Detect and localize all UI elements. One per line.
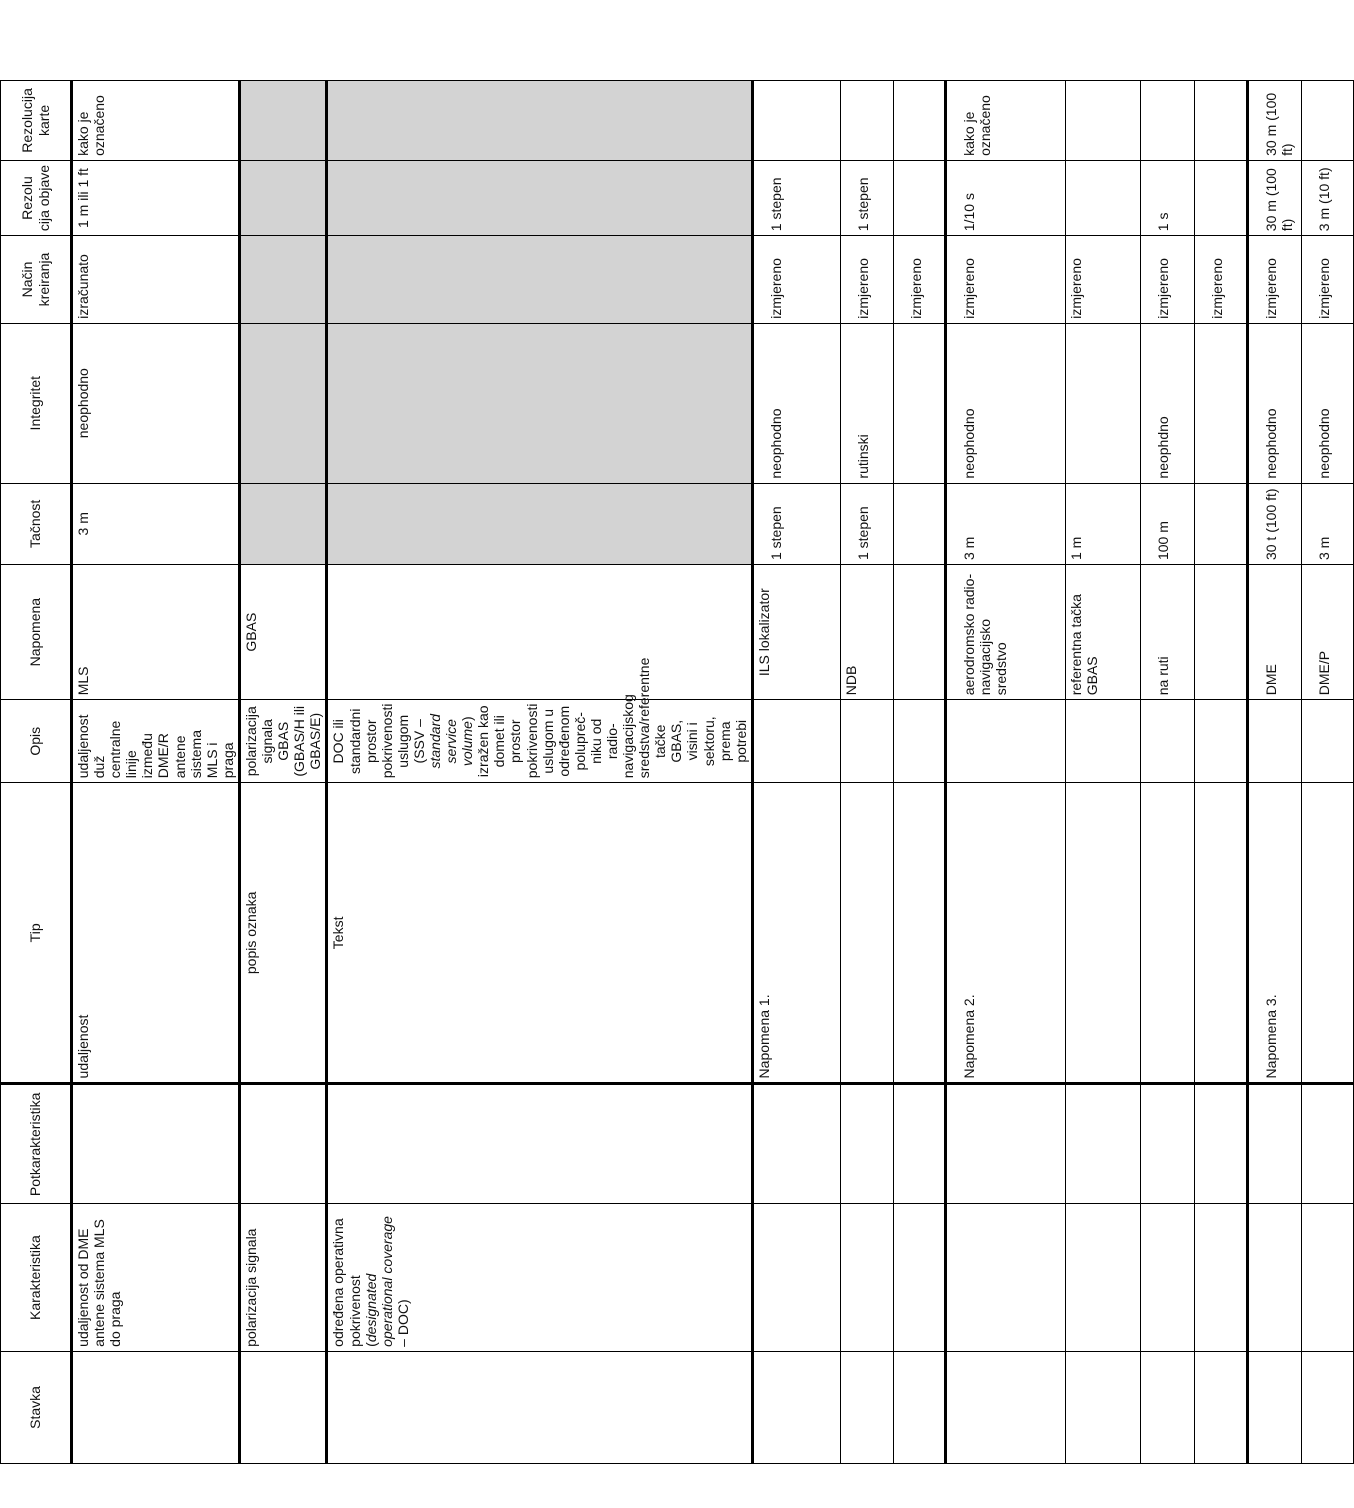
header-napomena: Napomena (1, 565, 72, 700)
cell-potkarakteristika (840, 1084, 893, 1204)
cell-integritet (239, 323, 326, 483)
cell-rez-objave: 1/10 s (945, 160, 1065, 235)
cell-napomena: DME/P (1301, 565, 1353, 700)
cell-potkarakteristika (1194, 1084, 1247, 1204)
cell-integritet: rutinski (840, 323, 893, 483)
cell-integritet: neophodno (1247, 323, 1301, 483)
cell-stavka (1065, 1351, 1140, 1463)
table-row (1247, 1, 1301, 1464)
cell-stavka (1247, 1351, 1301, 1463)
cell-karakteristika (1247, 1204, 1301, 1352)
cell-text-part: određena operativna pokrivenost ( (330, 1218, 379, 1347)
table-row (1194, 1, 1247, 1464)
cell-tip: popis oznaka (239, 783, 326, 1084)
cell-potkarakteristika (72, 1084, 240, 1204)
cell-napomena: GBAS (239, 565, 326, 700)
cell-rez-objave: 30 m (100 ft) (1247, 160, 1301, 235)
cell-tip (1065, 783, 1140, 1084)
cell-opis (752, 700, 840, 783)
cell-opis: polarizacija signala GBAS (GBAS/H ili GBAS/E) (239, 700, 326, 783)
cell-tip: Napomena 1. (752, 783, 840, 1084)
cell-tacnost: 1 stepen (752, 483, 840, 564)
cell-karakteristika: udaljenost od DME antene sistema MLS do praga (72, 1204, 240, 1352)
cell-tacnost: 3 m (945, 483, 1065, 564)
cell-potkarakteristika (752, 1084, 840, 1204)
cell-rez-karte (239, 80, 326, 160)
cell-text-italic: standard service volume (426, 714, 476, 769)
header-rez-objave: Rezolu cija objave (1, 160, 72, 235)
cell-opis (1140, 700, 1194, 783)
cell-tacnost: 1 m (1065, 483, 1140, 564)
cell-karakteristika (1140, 1204, 1194, 1352)
table-header-row (1, 1, 72, 1464)
cell-opis (1301, 700, 1353, 783)
cell-nacin (327, 236, 752, 324)
cell-nacin (239, 236, 326, 324)
header-stavka: Stavka (1, 1351, 72, 1463)
cell-napomena: aerodromsko radio-navigacijsko sredstvo (945, 565, 1065, 700)
cell-opis (327, 657, 752, 783)
cell-napomena: ILS lokalizator (752, 565, 840, 700)
cell-tip (1194, 783, 1247, 1084)
table-row (893, 1, 945, 1464)
header-karakteristika: Karakteristika (1, 1204, 72, 1352)
cell-nacin: izmjereno (1140, 236, 1194, 324)
cell-nacin: izmjereno (1247, 236, 1301, 324)
cell-opis (893, 700, 945, 783)
cell-rez-karte (1301, 80, 1353, 160)
header-rez-karte: Rezolucija karte (1, 80, 72, 160)
cell-opis (1065, 700, 1140, 783)
cell-rez-objave: 1 s (1140, 160, 1194, 235)
cell-nacin: izračunato (72, 236, 240, 324)
header-potkarakteristika: Potkarakteristika (1, 1084, 72, 1204)
cell-nacin: izmjereno (840, 236, 893, 324)
cell-stavka (1301, 1351, 1353, 1463)
cell-tacnost: 100 m (1140, 483, 1194, 564)
table-row (1301, 1, 1353, 1464)
header-opis: Opis (1, 700, 72, 783)
cell-tacnost (1194, 483, 1247, 564)
cell-karakteristika (893, 1204, 945, 1352)
cell-tacnost (327, 483, 752, 564)
cell-integritet (893, 323, 945, 483)
cell-integritet (1194, 323, 1247, 483)
cell-opis (1247, 700, 1301, 783)
cell-nacin: izmjereno (752, 236, 840, 324)
cell-karakteristika: polarizacija signala (239, 1204, 326, 1352)
cell-potkarakteristika (1301, 1084, 1353, 1204)
cell-integritet: neophodno (1301, 323, 1353, 483)
cell-rez-objave: 1 stepen (752, 160, 840, 235)
cell-stavka (1140, 1351, 1194, 1463)
cell-potkarakteristika (1247, 1084, 1301, 1204)
cell-tip: Napomena 2. (945, 783, 1065, 1084)
table-row (72, 1, 240, 1464)
cell-rez-objave: 1 m ili 1 ft (72, 160, 240, 235)
cell-nacin: izmjereno (945, 236, 1065, 324)
cell-rez-karte (893, 80, 945, 160)
cell-stavka (72, 1351, 240, 1463)
cell-stavka (945, 1351, 1065, 1463)
cell-tacnost: 3 m (72, 483, 240, 564)
cell-integritet (327, 323, 752, 483)
cell-tacnost (893, 483, 945, 564)
cell-rez-karte (1140, 80, 1194, 160)
cell-napomena (1194, 565, 1247, 700)
cell-nacin: izmjereno (1065, 236, 1140, 324)
cell-tip (1301, 783, 1353, 1084)
cell-stavka (1194, 1351, 1247, 1463)
cell-napomena: MLS (72, 565, 240, 700)
cell-nacin: izmjereno (893, 236, 945, 324)
cell-potkarakteristika (1065, 1084, 1140, 1204)
header-nacin: Način kreiranja (1, 236, 72, 324)
cell-tacnost: 3 m (1301, 483, 1353, 564)
cell-karakteristika (840, 1204, 893, 1352)
cell-nacin: izmjereno (1194, 236, 1247, 324)
cell-karakteristika (752, 1204, 840, 1352)
cell-potkarakteristika (327, 1084, 752, 1204)
cell-rez-karte (752, 80, 840, 160)
cell-stavka (893, 1351, 945, 1463)
cell-tacnost: 1 stepen (840, 483, 893, 564)
cell-opis: udaljenost duž centralne linije između DME/R antene sistema MLS i praga (72, 700, 240, 783)
table-row (1065, 1, 1140, 1464)
cell-rez-karte (1194, 80, 1247, 160)
cell-opis (1194, 700, 1247, 783)
cell-rez-karte: kako je označeno (945, 80, 1065, 160)
table-row (840, 1, 893, 1464)
cell-text-part: – DOC) (394, 1299, 411, 1347)
cell-integritet: neophodno (752, 323, 840, 483)
cell-karakteristika (945, 1204, 1065, 1352)
table-row (945, 1, 1065, 1464)
cell-integritet: neophdno (1140, 323, 1194, 483)
cell-napomena (893, 565, 945, 700)
cell-tip: udaljenost (72, 783, 240, 1084)
header-integritet: Integritet (1, 323, 72, 483)
cell-tip (840, 783, 893, 1084)
cell-rez-objave (1065, 160, 1140, 235)
table-row (752, 1, 840, 1464)
header-tacnost: Tačnost (1, 483, 72, 564)
cell-potkarakteristika (239, 1084, 326, 1204)
cell-stavka (752, 1351, 840, 1463)
cell-napomena: NDB (840, 565, 893, 700)
cell-rez-karte: kako je označeno (72, 80, 240, 160)
cell-opis (945, 700, 1065, 783)
cell-rez-objave: 1 stepen (840, 160, 893, 235)
cell-stavka (840, 1351, 893, 1463)
cell-opis (840, 700, 893, 783)
cell-potkarakteristika (1140, 1084, 1194, 1204)
cell-tip (1140, 783, 1194, 1084)
cell-integritet (1065, 323, 1140, 483)
cell-tip: Napomena 3. (1247, 783, 1301, 1084)
cell-napomena: DME (1247, 565, 1301, 700)
cell-text-part: DOC ili standardni prostor pokrivenosti uslugom (SSV – (330, 703, 427, 779)
cell-potkarakteristika (945, 1084, 1065, 1204)
cell-potkarakteristika (893, 1084, 945, 1204)
cell-rez-karte (327, 80, 752, 160)
cell-napomena: referentna tačka GBAS (1065, 565, 1140, 700)
cell-integritet: neophodno (945, 323, 1065, 483)
cell-text-italic: designated operational coverage (362, 1216, 395, 1347)
cell-rez-objave: 3 m (10 ft) (1301, 160, 1353, 235)
cell-rez-objave (1194, 160, 1247, 235)
cell-karakteristika (1065, 1204, 1140, 1352)
table-row (327, 1, 752, 1464)
cell-stavka (239, 1351, 326, 1463)
cell-karakteristika (327, 1204, 752, 1352)
cell-napomena (327, 565, 752, 700)
cell-integritet: neophodno (72, 323, 240, 483)
cell-tacnost: 30 t (100 ft) (1247, 483, 1301, 564)
cell-rez-karte: 30 m (100 ft) (1247, 80, 1301, 160)
cell-karakteristika (1194, 1204, 1247, 1352)
cell-stavka (327, 1351, 752, 1463)
cell-rez-objave (239, 160, 326, 235)
header-tip: Tip (1, 783, 72, 1084)
cell-tacnost (239, 483, 326, 564)
cell-text-part: ) izražen kao domet ili prostor pokrivenosti uslugom u određenom poluprečniku od radio-navigacijskog sredstva/referentne tačke GBAS, visini i sektoru, prema potrebi (459, 657, 749, 779)
cell-rez-karte (1065, 80, 1140, 160)
cell-rez-karte (840, 80, 893, 160)
cell-tip: Tekst (327, 783, 752, 1084)
table-row (1140, 1, 1194, 1464)
table-row (239, 1, 326, 1464)
cell-tip (893, 783, 945, 1084)
cell-nacin: izmjereno (1301, 236, 1353, 324)
cell-rez-objave (327, 160, 752, 235)
cell-rez-objave (893, 160, 945, 235)
cell-napomena: na ruti (1140, 565, 1194, 700)
cell-karakteristika (1301, 1204, 1353, 1352)
